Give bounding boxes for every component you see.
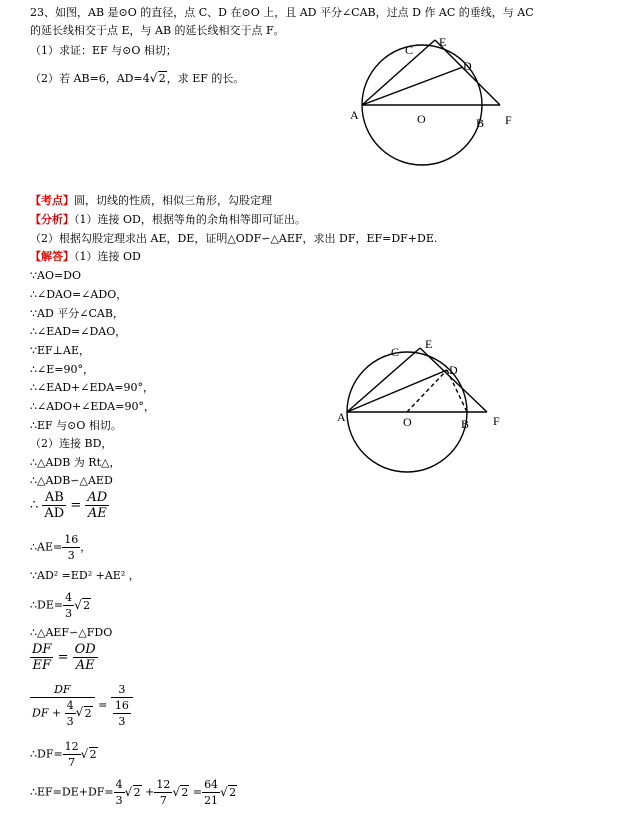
kaodian — [30, 194, 272, 208]
step-4: ∴∠EAD=∠DAO， — [30, 325, 127, 338]
fenxi-text: （1）连接 OD，根据等角的余角相等即可证出。 — [74, 213, 306, 226]
step-6: ∴∠E=90°， — [30, 363, 94, 376]
frac-df-ef: $\frac{DF}{EF}$ — [32, 642, 52, 673]
frac-ae: $\frac{16}{3}$ — [64, 533, 79, 562]
similar-triangles: ∴△AEF∽△FDO — [30, 626, 113, 639]
kaodian-tag: 【考点】 — [30, 194, 74, 207]
jieda-text: （1）连接 OD — [74, 250, 141, 263]
label-f: F — [505, 113, 512, 127]
label-o: O — [417, 112, 426, 126]
ratio-3: DF DF + $\frac{4}{3}$ √ 2 = $\frac{3}{\frac{16}{3}}$ — [30, 682, 133, 729]
fenxi-2: （2）根据勾股定理求出 AE，DE，证明△ODF∽△AEF，求出 DF，EF=DF+DE. — [30, 232, 438, 245]
label-a-2: A — [337, 410, 346, 424]
df-value: ∴DF= $\frac{12}{7}$ √ 2 — [30, 739, 98, 770]
ratio-1: ∴ $\frac{AB}{AD}$ = $\frac{AD}{AE}$ — [30, 490, 108, 521]
q2-suffix: ，求 EF 的长。 — [166, 72, 245, 85]
step-10: （2）连接 BD， — [30, 437, 113, 450]
label-o-2: O — [403, 415, 412, 429]
ratio-2: $\frac{DF}{EF}$ = $\frac{OD}{AE}$ — [32, 642, 96, 673]
step-8: ∴∠ADO+∠EDA=90°， — [30, 400, 155, 413]
label-c: C — [405, 43, 414, 57]
de-value: ∴DE= $\frac{4}{3}$ √ 2 — [30, 590, 91, 621]
label-d-2: D — [449, 363, 458, 377]
line-ad — [362, 67, 463, 105]
frac-od-ae: $\frac{OD}{AE}$ — [74, 642, 96, 673]
line-ad-2 — [347, 370, 447, 412]
kaodian-text: 圆，切线的性质，相似三角形，勾股定理 — [74, 194, 272, 207]
jieda — [30, 250, 141, 264]
frac-de: $\frac{4}{3}$ — [65, 591, 73, 620]
label-e: E — [439, 35, 447, 49]
label-a: A — [350, 108, 359, 122]
question-2 — [30, 72, 244, 86]
q2-sqrt: √ 2 — [150, 72, 167, 86]
ef-value: ∴EF=DE+DF= $\frac{4}{3}$ √ 2 + $\frac{12}{7}$ √ 2 = $\frac{64}{21}$ √ 2 — [30, 777, 237, 808]
step-1: ∵AO=DO — [30, 269, 82, 282]
frac-df: $\frac{12}{7}$ — [64, 740, 79, 769]
q2-prefix: （2）若 AB=6，AD=4 — [30, 72, 150, 85]
pythagoras-step: ∵AD² =ED² +AE² ， — [30, 569, 140, 582]
frac-ab-ad: $\frac{AB}{AD}$ — [44, 490, 65, 521]
label-e-2: E — [425, 337, 433, 351]
step-12: ∴△ADB∽△AED — [30, 474, 113, 487]
step-2: ∴∠DAO=∠ADO， — [30, 288, 128, 301]
line-ae-2 — [347, 348, 420, 412]
label-b-2: B — [461, 417, 470, 431]
label-b: B — [476, 116, 485, 130]
line-ef-2 — [420, 348, 487, 412]
fenxi — [30, 213, 306, 227]
fenxi-tag: 【分析】 — [30, 213, 74, 226]
step-11: ∴△ADB 为 Rt△， — [30, 456, 121, 469]
label-f-2: F — [493, 414, 500, 428]
figure-1 — [345, 30, 535, 175]
jieda-tag: 【解答】 — [30, 250, 74, 263]
step-7: ∴∠EAD+∠EDA=90°， — [30, 381, 154, 394]
figure-2 — [335, 330, 525, 480]
step-3: ∵AD 平分∠CAB， — [30, 307, 124, 320]
step-9: ∴EF 与⊙O 相切。 — [30, 419, 122, 432]
label-d: D — [463, 59, 472, 73]
ae-value: ∴AE= $\frac{16}{3}$ ， — [30, 533, 92, 562]
problem-line-2: 的延长线相交于点 E，与 AB 的延长线相交于点 F。 — [30, 24, 285, 37]
label-c-2: C — [391, 345, 400, 359]
frac-df-sum: DF DF + $\frac{4}{3}$ √ 2 — [30, 682, 95, 729]
problem-line-1: 23、如图，AB 是⊙O 的直径，点 C、D 在⊙O 上，且 AD 平分∠CAB，过点 D 作 AC 的垂线，与 AC — [30, 6, 534, 19]
line-od-dashed — [407, 370, 447, 412]
step-5: ∵EF⊥AE， — [30, 344, 90, 357]
frac-ad-ae: $\frac{AD}{AE}$ — [87, 490, 108, 521]
question-1: （1）求证：EF 与⊙O 相切； — [30, 44, 177, 57]
frac-three-sixteen: $\frac{3}{\frac{16}{3}}$ — [111, 682, 133, 729]
